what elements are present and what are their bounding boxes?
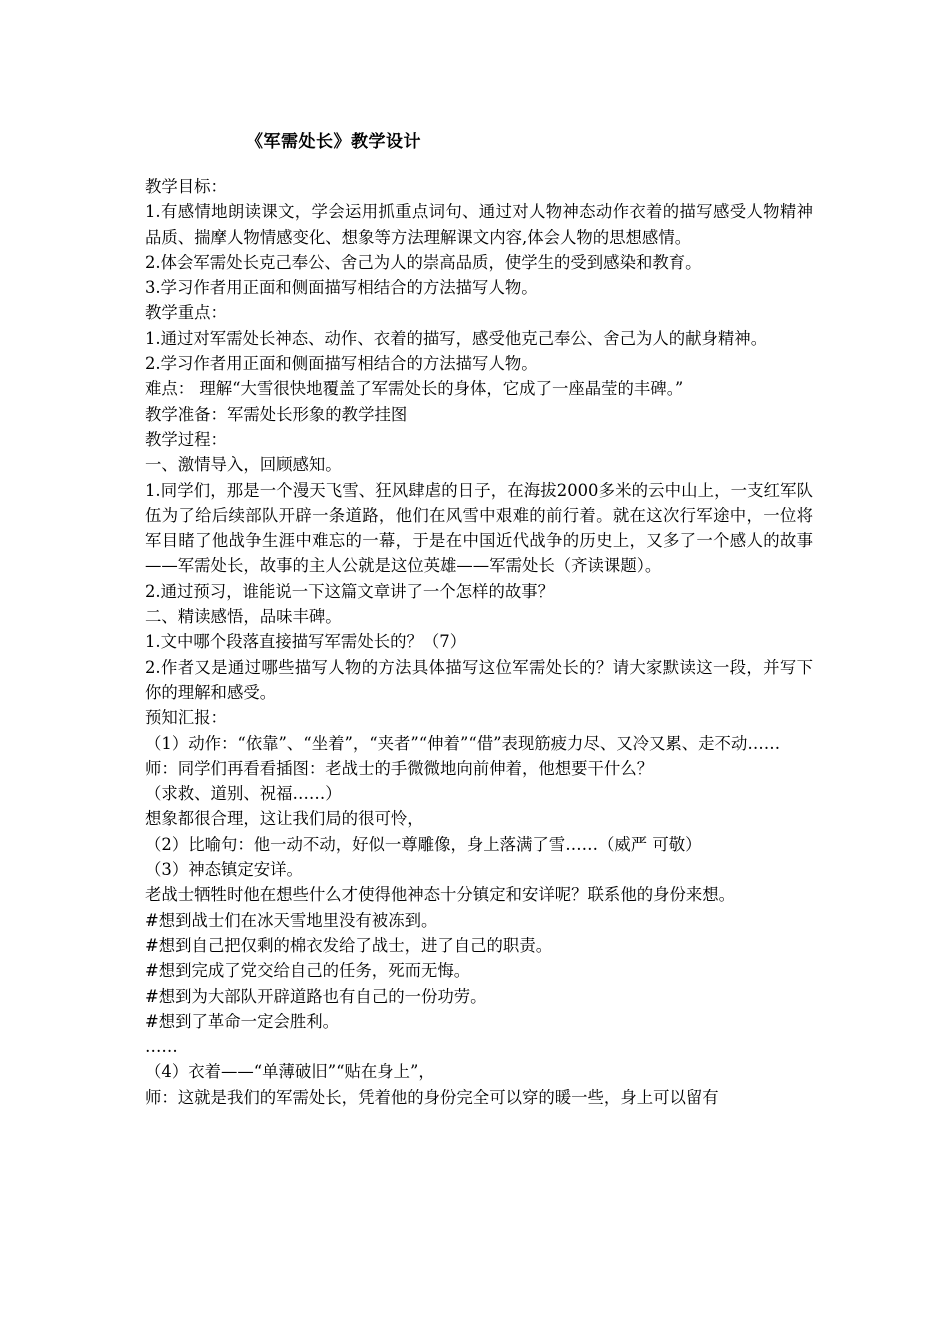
teacher-comment: 想象都很合理，这让我们局的很可怜，	[145, 809, 424, 829]
key-point-2: 2.学习作者用正面和侧面描写相结合的方法描写人物。	[145, 354, 538, 374]
step-1-heading: 一、激情导入，回顾感知。	[145, 455, 342, 475]
preparation: 教学准备：军需处长形象的教学挂图	[145, 404, 408, 424]
difficulty: 难点： 理解“大雪很快地覆盖了军需处长的身体，它成了一座晶莹的丰碑。”	[145, 379, 684, 399]
report-metaphor: （2）比喻句：他一动不动，好似一尊雕像，身上落满了雪……（威严 可敬）	[145, 834, 702, 854]
report-clothing: （4）衣着——“单薄破旧”“贴在身上”，	[145, 1062, 435, 1082]
objective-2: 2.体会军需处长克己奉公、舍己为人的崇高品质，使学生的受到感染和教育。	[145, 252, 702, 272]
section-heading-key-points: 教学重点：	[145, 303, 227, 323]
step-1-item-2: 2.通过预习，谁能说一下这篇文章讲了一个怎样的故事？	[145, 581, 555, 601]
thought-2: #想到自己把仅剩的棉衣发给了战士，进了自己的职责。	[145, 935, 553, 955]
teacher-clothing-comment: 师：这就是我们的军需处长，凭着他的身份完全可以穿的暖一些，身上可以留有	[145, 1087, 719, 1107]
step-2-item-1: 1.文中哪个段落直接描写军需处长的？（7）	[145, 632, 467, 652]
section-heading-objectives: 教学目标：	[145, 177, 227, 196]
report-action: （1）动作：“依靠”、“坐着”，“夹者”“伸着”“借”表现筋疲力尽、又冷又累、走不动……	[145, 733, 781, 753]
preview-report-heading: 预知汇报：	[145, 708, 227, 728]
step-1-item-1: 1.同学们，那是一个漫天飞雪、狂风肆虐的日子，在海拔2000多米的云中山上，一支红军队伍为了给后续部队开辟一条道路，他们在风雪中艰难的前行着。就在这次行军途中，一位将军目睹了他战争生涯中难忘的一幕，于是在中国近代战争的历史上，又多了一个感人的故事——军需处长，故事的主人公就是这位英雄——军需处长（齐读课题）。	[145, 480, 813, 576]
key-point-1: 1.通过对军需处长神态、动作、衣着的描写，感受他克己奉公、舍己为人的献身精神。	[145, 328, 768, 348]
thought-1: #想到战士们在冰天雪地里没有被冻到。	[145, 910, 438, 930]
thought-5: #想到了革命一定会胜利。	[145, 1011, 340, 1031]
document-body	[145, 174, 813, 1110]
teacher-question-illustration: 师：同学们再看看插图：老战士的手微微地向前伸着，他想要干什么？	[145, 758, 654, 778]
expression-question: 老战士牺牲时他在想些什么才使得他神态十分镇定和安详呢？联系他的身份来想。	[145, 885, 736, 905]
objective-1: 1.有感情地朗读课文，学会运用抓重点词句、通过对人物神态动作衣着的描写感受人物精神品质、揣摩人物情感变化、想象等方法理解课文内容,体会人物的思想感情。	[145, 202, 813, 247]
thought-3: #想到完成了党交给自己的任务，死而无悔。	[145, 961, 471, 981]
ellipsis: ……	[145, 1037, 178, 1057]
document-title: 《军需处长》教学设计	[246, 132, 421, 152]
objective-3: 3.学习作者用正面和侧面描写相结合的方法描写人物。	[145, 278, 538, 298]
report-expression: （3）神态镇定安详。	[145, 860, 303, 880]
thought-4: #想到为大部队开辟道路也有自己的一份功劳。	[145, 986, 487, 1006]
step-2-item-2: 2.作者又是通过哪些描写人物的方法具体描写这位军需处长的？请大家默读这一段，并写下你的理解和感受。	[145, 657, 813, 702]
section-heading-process: 教学过程：	[145, 429, 227, 449]
step-2-heading: 二、精读感悟，品味丰碑。	[145, 607, 342, 627]
answer-options: （求救、道别、祝福……）	[145, 784, 342, 804]
